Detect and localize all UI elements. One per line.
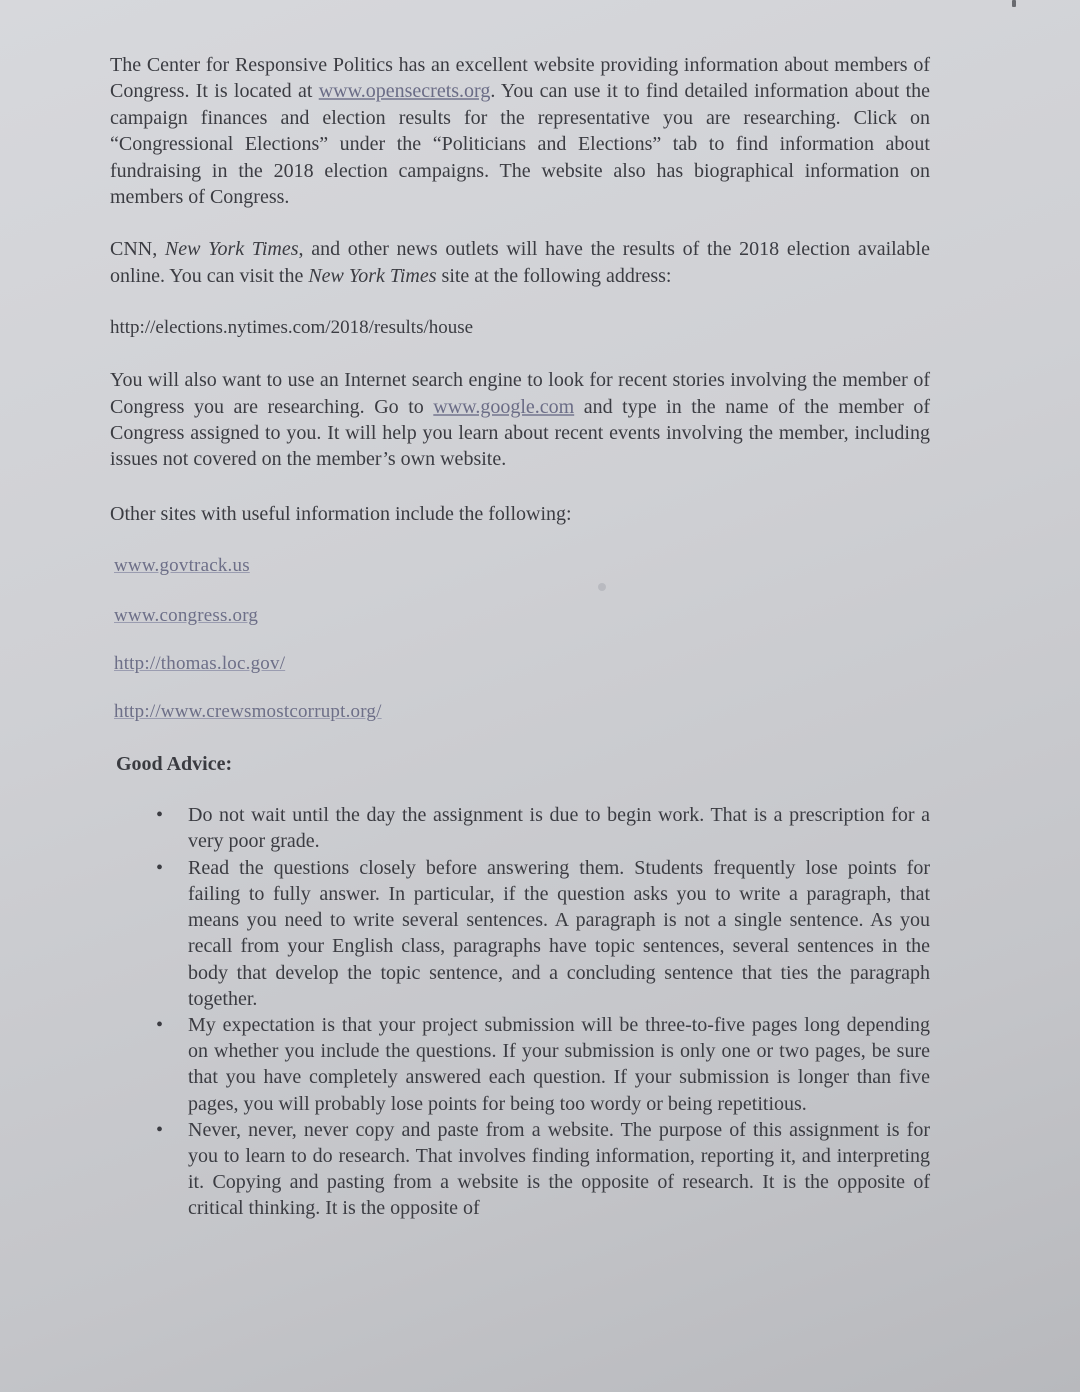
nyt-results-url: http://elections.nytimes.com/2018/results/house: [110, 317, 474, 339]
google-link[interactable]: www.google.com: [433, 395, 575, 418]
paragraph-search-engine: [110, 367, 930, 473]
advice-text: Do not wait until the day the assignment is due to begin work. That is a prescription for a very poor grade.: [188, 804, 930, 853]
paragraph-opensecrets-text-end: . You can use it to find detailed information about the campaign finances and election results for the representative you are researching. Click on “Congressional Elections” under the “Politicians and Elections” tab to find information about fundraising in the 2018 election campaigns. The website also has biographical information on members of Congress.: [110, 80, 930, 209]
paragraph-opensecrets: [110, 52, 930, 210]
search-text-end: and type in the name of the member of Congress assigned to you. It will help you learn about recent events involving the member, including issues not covered on the member’s own website.: [110, 395, 930, 471]
news-text-a: CNN,: [110, 238, 165, 261]
advice-item: [156, 1117, 930, 1222]
news-text-c: site at the following address:: [436, 264, 672, 287]
bullet-icon: •: [156, 1118, 164, 1141]
news-nyt-italic-1: New York Times: [164, 238, 299, 261]
bullet-icon: •: [156, 804, 164, 827]
advice-item: [156, 1012, 930, 1117]
advice-text: My expectation is that your project submission will be three-to-five pages long depending on whether you include the questions. If your submission is only one or two pages, be sure that you have completely answered each question. If your submission is longer than five pages, you will probably lose points for being too wordy or being repetitious.: [188, 1013, 930, 1115]
advice-item: [156, 855, 930, 1012]
news-text-b: , and other news outlets will have the results of the 2018 election available online. You can visit the: [110, 238, 930, 287]
advice-list: [110, 802, 930, 1221]
govtrack-link[interactable]: www.govtrack.us: [114, 555, 250, 577]
advice-item: [156, 802, 930, 854]
bullet-icon: •: [156, 1013, 164, 1036]
paragraph-news-outlets: [110, 236, 930, 289]
thomas-loc-link[interactable]: http://thomas.loc.gov/: [114, 653, 286, 675]
search-text-start: You will also want to use an Internet search engine to look for recent stories involving the member of Congress you are researching. Go to: [110, 369, 930, 418]
good-advice-heading: Good Advice:: [116, 753, 233, 776]
site-link-list: [110, 555, 930, 723]
advice-text: Read the questions closely before answering them. Students frequently lose points for failing to fully answer. In particular, if the question asks you to write a paragraph, that means you need to write several sentences. A paragraph is not a single sentence. As you recall from your English class, paragraphs have topic sentences, several sentences in the body that develop the topic sentence, and a concluding sentence that ties the paragraph together.: [188, 856, 930, 1010]
news-nyt-italic-2: New York Times: [308, 264, 437, 287]
paragraph-opensecrets-text-start: The Center for Responsive Politics has an excellent website providing information about members of Congress. It is located at: [110, 54, 930, 103]
advice-text: Never, never, never copy and paste from a website. The purpose of this assignment is for you to learn to do research. That involves finding information, reporting it, and interpreting it. Copying and pasting from a website is the opposite of research. It is the opposite of critical thinking. It is the opposite of: [188, 1118, 930, 1220]
opensecrets-link[interactable]: www.opensecrets.org: [318, 80, 491, 103]
crew-link[interactable]: http://www.crewsmostcorrupt.org/: [114, 701, 382, 723]
congress-link[interactable]: www.congress.org: [114, 605, 259, 627]
bullet-icon: •: [156, 856, 164, 879]
paragraph-other-sites: Other sites with useful information include the following:: [110, 502, 572, 525]
